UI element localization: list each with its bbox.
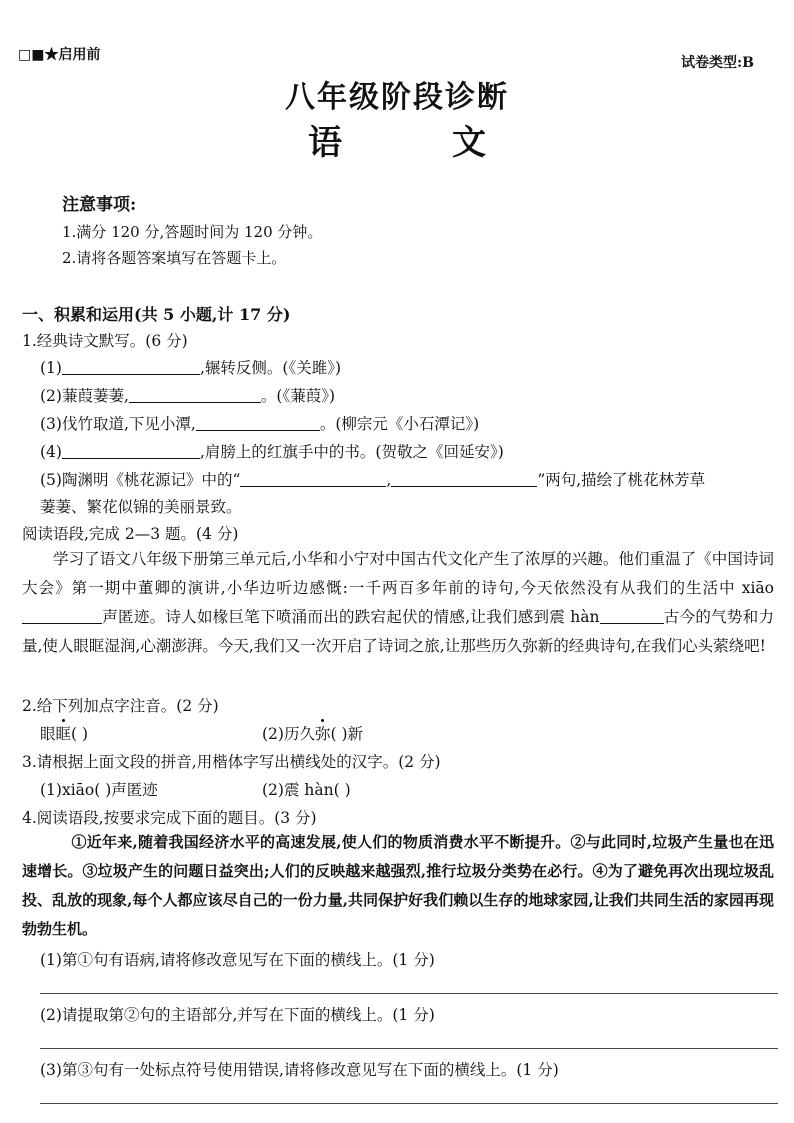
answer-blank[interactable]	[62, 442, 200, 459]
answer-blank[interactable]	[196, 414, 320, 431]
question-1-line-2: (2)蒹葭萋萋, 。(《蒹葭》)	[40, 387, 335, 405]
answer-blank[interactable]	[240, 470, 386, 487]
answer-blank[interactable]	[391, 470, 537, 487]
question-1-line-3: (3)伐竹取道,下见小潭, 。(柳宗元《小石潭记》)	[40, 415, 480, 433]
question-3-stem: 3.请根据上面文段的拼音,用楷体字写出横线处的汉字。(2 分)	[22, 753, 441, 771]
question-3-item-2: (2)震 hàn( )	[262, 781, 351, 799]
question-4-stem: 4.阅读语段,按要求完成下面的题目。(3 分)	[22, 809, 317, 827]
confidential-label: □■★启用前	[18, 47, 101, 63]
reading-intro: 阅读语段,完成 2—3 题。(4 分)	[22, 525, 239, 543]
answer-blank[interactable]	[600, 607, 664, 624]
answer-blank[interactable]	[22, 607, 102, 624]
notice-item: 1.满分 120 分,答题时间为 120 分钟。	[62, 223, 323, 241]
question-1-line-1: (1) ,辗转反侧。(《关雎》)	[40, 359, 341, 377]
question-4-passage: ①近年来,随着我国经济水平的高速发展,使人们的物质消费水平不断提升。②与此同时,垃圾产生量也在迅速增长。③垃圾产生的问题日益突出;人们的反映越来越强烈,推行垃圾分类势在必行。④为了避免再次出现垃圾乱投、乱放的现象,每个人都应该尽自己的一份力量,共同保护好我们赖以生存的地球家园,让我们共同生活的家园再现勃勃生机。	[22, 833, 774, 938]
question-1-line-5-cont: 萋萋、繁花似锦的美丽景致。	[40, 498, 242, 516]
notice-heading: 注意事项:	[62, 195, 137, 215]
answer-line[interactable]	[40, 1048, 778, 1049]
answer-line[interactable]	[40, 993, 778, 994]
answer-line[interactable]	[40, 1103, 778, 1104]
question-1-line-5: (5)陶渊明《桃花源记》中的“ , ”两句,描绘了桃花林芳草	[40, 471, 706, 489]
question-4-sub-3: (3)第③句有一处标点符号使用错误,请将修改意见写在下面的横线上。(1 分)	[40, 1061, 559, 1079]
paper-type-label: 试卷类型:B	[680, 55, 754, 71]
question-2-item-2: (2)历久弥( )新	[262, 725, 364, 743]
question-1-line-4: (4) ,肩膀上的红旗手中的书。(贺敬之《回延安》)	[40, 443, 504, 461]
question-2-stem: 2.给下列加点字注音。(2 分)	[22, 697, 219, 715]
subject-title: 语 文	[308, 123, 486, 163]
exam-title: 八年级阶段诊断	[285, 80, 509, 115]
answer-blank[interactable]	[129, 386, 261, 403]
question-1-stem: 1.经典诗文默写。(6 分)	[22, 332, 188, 350]
notice-item: 2.请将各题答案填写在答题卡上。	[62, 249, 287, 267]
question-4-sub-1: (1)第①句有语病,请将修改意见写在下面的横线上。(1 分)	[40, 951, 435, 969]
reading-passage: 学习了语文八年级下册第三单元后,小华和小宁对中国古代文化产生了浓厚的兴趣。他们重温了《中国诗词大会》第一期中董卿的演讲,小华边听边感慨:一千两百多年前的诗句,今天依然没有从我们的生活中 xiāo声匿迹。诗人如椽巨笔下喷涌而出的跌宕起伏的情感,让我们感到震 hàn 古今的气势和力量,使人眼眶湿润,心潮澎湃。今天,我们又一次开启了诗词之旅,让那些历久弥新的经典诗句,在我们心头萦绕吧!	[22, 550, 774, 655]
question-4-sub-2: (2)请提取第②句的主语部分,并写在下面的横线上。(1 分)	[40, 1006, 435, 1024]
answer-blank[interactable]	[62, 358, 200, 375]
section-heading: 一、积累和运用(共 5 小题,计 17 分)	[22, 305, 291, 324]
question-2-item-1: 眼眶( )	[40, 725, 89, 743]
question-3-item-1: (1)xiāo( )声匿迹	[40, 781, 158, 799]
